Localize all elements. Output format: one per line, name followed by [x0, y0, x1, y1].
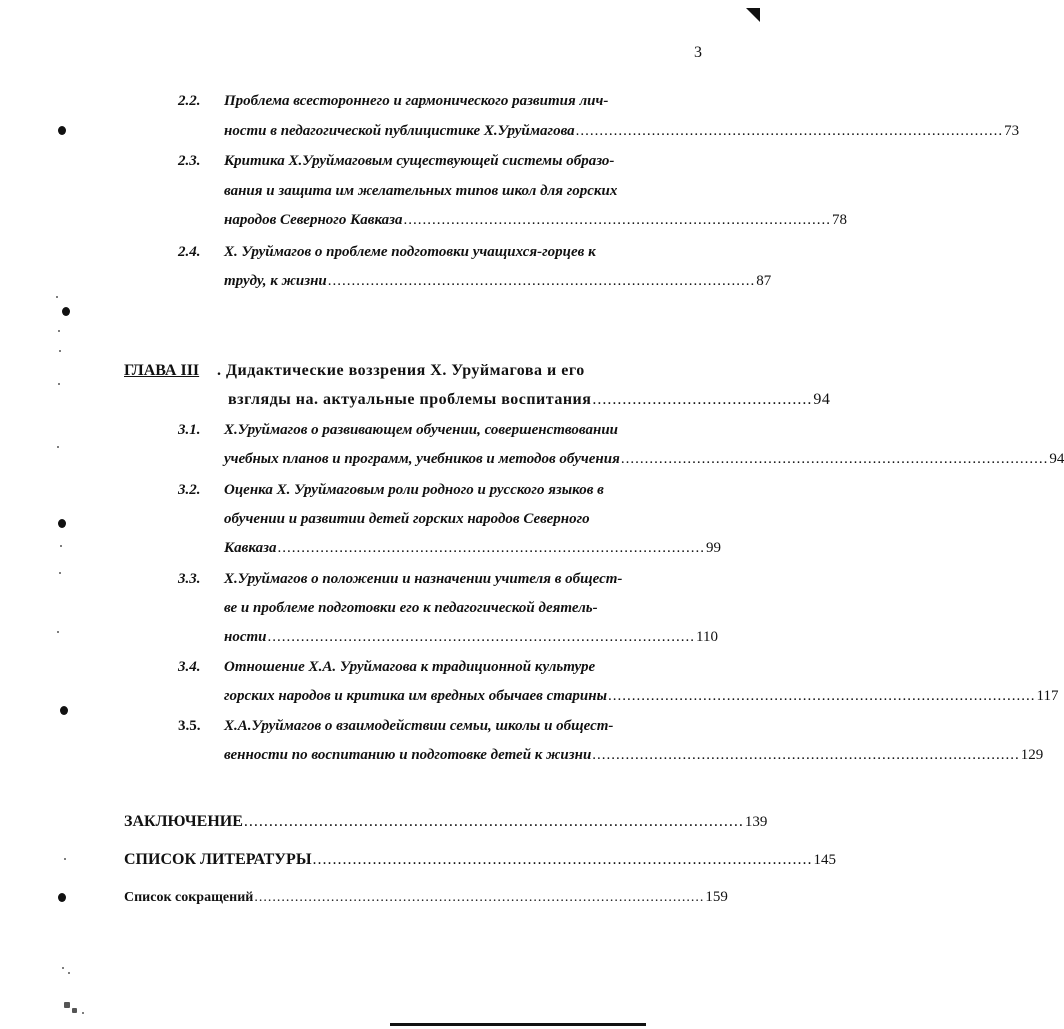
scan-speck: [57, 631, 59, 633]
page-ref: 78: [832, 212, 848, 228]
toc-bibliography[interactable]: [124, 851, 837, 869]
section-title-line: Проблема всестороннего и гармонического развития лич-: [224, 93, 609, 109]
scan-speck: [59, 350, 61, 352]
scan-speck: [62, 967, 64, 969]
chapter-title-line: взгляды на. актуальные проблемы воспитания: [228, 391, 592, 408]
dot-leader: ..........................................................................................: [327, 273, 756, 289]
section-title-line: Критика Х.Уруймаговым существующей системы образо-: [224, 153, 615, 169]
page-ref: 110: [696, 629, 718, 645]
section-title-line: Отношение Х.А. Уруймагова к традиционной культуре: [224, 659, 596, 675]
page-ref: 129: [1020, 747, 1044, 763]
scan-speck: [57, 446, 59, 448]
section-number: 3.5.: [178, 718, 201, 734]
dot-leader: ....................................................................................................: [254, 890, 705, 905]
section-title-line: вания и защита им желательных типов школ для горских: [224, 183, 618, 199]
binder-hole-mark: [62, 307, 70, 316]
section-title-line: Х.Уруймагов о положении и назначении учителя в общест-: [224, 571, 623, 587]
toc-conclusion[interactable]: [124, 813, 768, 831]
section-title-line: Оценка Х. Уруймаговым роли родного и русского языков в: [224, 482, 604, 498]
corner-mark: [746, 8, 760, 22]
section-title-line: ве и проблеме подготовки его к педагогической деятель-: [224, 600, 598, 616]
chapter-title-line: . Дидактические воззрения Х. Уруймагова и его: [217, 362, 585, 379]
scan-speck: [60, 545, 62, 547]
scan-speck: [58, 383, 60, 385]
section-number: 3.1.: [178, 422, 201, 438]
page-number: 3: [694, 44, 702, 61]
dot-leader: ..........................................................................................: [403, 212, 832, 228]
conclusion-title: ЗАКЛЮЧЕНИЕ: [124, 813, 243, 830]
dot-leader: ..........................................................................................: [592, 747, 1020, 763]
page-ref: 159: [705, 889, 728, 905]
scan-speck: [59, 572, 61, 574]
scan-speck: [82, 1012, 84, 1014]
scan-speck: [64, 1002, 70, 1008]
page-ref: 139: [744, 814, 768, 830]
section-number: 3.3.: [178, 571, 201, 587]
dot-leader: ............................................: [592, 391, 813, 408]
section-number: 2.3.: [178, 153, 201, 169]
scan-speck: [72, 1008, 77, 1013]
section-title-line: обучении и развитии детей горских народов Северного: [224, 511, 590, 527]
dot-leader: ....................................................................................................: [312, 851, 813, 868]
section-title-line: ности: [224, 629, 267, 645]
toc-abbreviations[interactable]: [124, 889, 728, 906]
dot-leader: ..........................................................................................: [277, 540, 705, 556]
page-ref: 145: [813, 852, 837, 868]
section-title-line: Х. Уруймагов о проблеме подготовки учащихся-горцев к: [224, 244, 596, 260]
binder-hole-mark: [58, 519, 66, 528]
binder-hole-mark: [58, 893, 66, 902]
section-title-line: Кавказа: [224, 540, 277, 556]
section-title-line: венности по воспитанию и подготовке детей к жизни: [224, 747, 592, 763]
dot-leader: ....................................................................................................: [243, 813, 744, 830]
scan-speck: [64, 858, 66, 860]
bibliography-title: СПИСОК ЛИТЕРАТУРЫ: [124, 851, 312, 868]
page-ref: 117: [1036, 688, 1059, 704]
binder-hole-mark: [58, 126, 66, 135]
dot-leader: ..........................................................................................: [575, 123, 1004, 139]
section-number: 3.4.: [178, 659, 201, 675]
dot-leader: ..........................................................................................: [620, 451, 1049, 467]
dot-leader: ..........................................................................................: [608, 688, 1036, 704]
bottom-rule: [390, 1023, 646, 1026]
section-title-line: Х.А.Уруймагов о взаимодействии семьи, школы и общест-: [224, 718, 614, 734]
section-number: 2.2.: [178, 93, 201, 109]
chapter-label: ГЛАВА III: [124, 362, 200, 379]
scan-speck: [56, 296, 58, 298]
dot-leader: ..........................................................................................: [267, 629, 695, 645]
abbreviations-title: Список сокращений: [124, 890, 254, 905]
section-number: 2.4.: [178, 244, 201, 260]
scan-speck: [58, 330, 60, 332]
page-ref: 94: [1049, 451, 1064, 467]
section-title-line: Х.Уруймагов о развивающем обучении, совершенствовании: [224, 422, 619, 438]
page-ref: 99: [705, 540, 721, 556]
section-title-line: горских народов и критика им вредных обычаев старины: [224, 688, 607, 704]
section-title-line: учебных планов и программ, учебников и методов обучения: [224, 451, 620, 467]
page-ref: 73: [1004, 123, 1020, 139]
section-title-line: ности в педагогической публицистике Х.Уруймагова: [224, 123, 575, 139]
page-ref: 87: [756, 273, 772, 289]
binder-hole-mark: [60, 706, 68, 715]
section-title-line: труду, к жизни: [224, 273, 327, 289]
section-title-line: народов Северного Кавказа: [224, 212, 403, 228]
scan-speck: [68, 972, 70, 974]
section-number: 3.2.: [178, 482, 201, 498]
page-ref: 94: [813, 391, 831, 408]
